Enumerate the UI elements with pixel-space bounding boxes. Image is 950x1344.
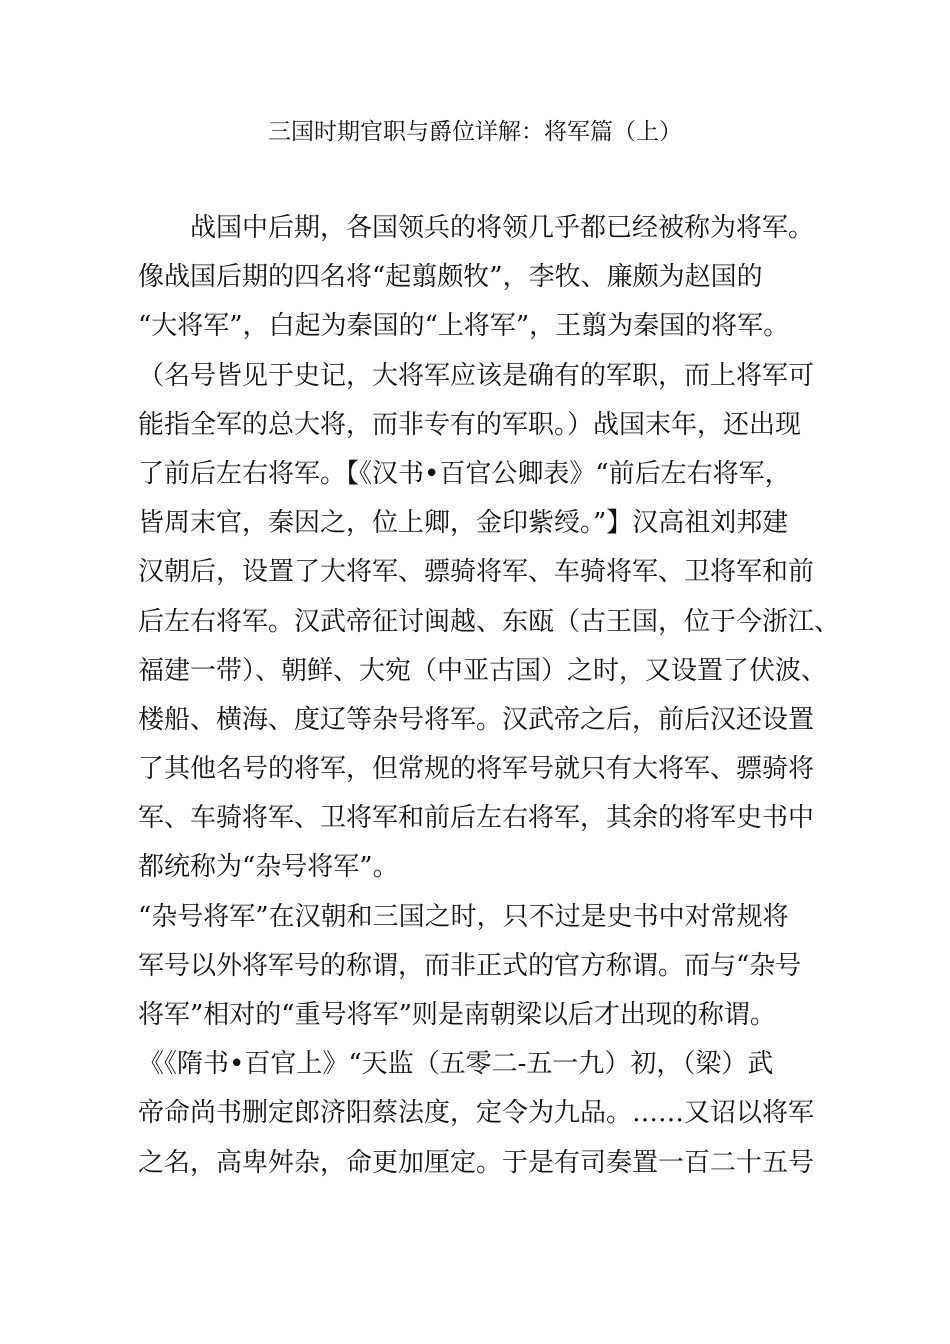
text-line-15: “杂号将军”在汉朝和三国之时，只不过是史书中对常规将: [138, 901, 789, 932]
text-line-12: 了其他名号的将军，但常规的将军号就只有大将军、骠骑将: [138, 754, 815, 785]
text-line-13: 军、车骑将军、卫将军和前后左右将军，其余的将军史书中: [138, 803, 815, 834]
text-line-6: 了前后左右将军。【《汉书•百官公卿表》“前后左右将军，: [138, 458, 791, 489]
text-line-10: 福建一带）、朝鲜、大宛（中亚古国）之时，又设置了伏波、: [138, 655, 828, 686]
text-line-19: 帝命尚书删定郎济阳蔡法度，定令为九品。……又诏以将军: [138, 1098, 815, 1129]
text-line-18: 《《隋书•百官上》“天监（五零二-五一九）初，（梁）武: [138, 1049, 774, 1080]
text-line-5: 能指全军的总大将，而非专有的军职。）战国末年，还出现: [138, 409, 802, 440]
text-line-8: 汉朝后，设置了大将军、骠骑将军、车骑将军、卫将军和前: [138, 557, 815, 588]
text-line-3: “大将军”，白起为秦国的“上将军”，王翦为秦国的将军。: [138, 311, 790, 342]
document-body: [138, 204, 841, 1188]
text-line-17: 将军”相对的“重号将军”则是南朝梁以后才出现的称谓。: [138, 1000, 776, 1030]
text-line-4: （名号皆见于史记，大将军应该是确有的军职，而上将军可: [138, 360, 815, 391]
text-line-1: 战国中后期，各国领兵的将领几乎都已经被称为将军。: [190, 213, 815, 243]
text-line-20: 之名，高卑舛杂，命更加厘定。于是有司奏置一百二十五号: [138, 1147, 815, 1178]
text-line-14: 都统称为“杂号将军”。: [138, 852, 399, 883]
text-line-2: 像战国后期的四名将“起翦颇牧”，李牧、廉颇为赵国的: [138, 262, 763, 293]
text-line-16: 军号以外将军号的称谓，而非正式的官方称谓。而与“杂号: [138, 950, 802, 981]
document-title: 三国时期官职与爵位详解：将军篇（上）: [268, 119, 682, 145]
text-line-11: 楼船、横海、度辽等杂号将军。汉武帝之后，前后汉还设置: [138, 704, 815, 735]
text-line-9: 后左右将军。汉武帝征讨闽越、东瓯（古王国，位于今浙江、: [138, 606, 841, 637]
text-line-7: 皆周末官，秦因之，位上卿，金印紫绶。”】汉高祖刘邦建: [138, 508, 789, 539]
